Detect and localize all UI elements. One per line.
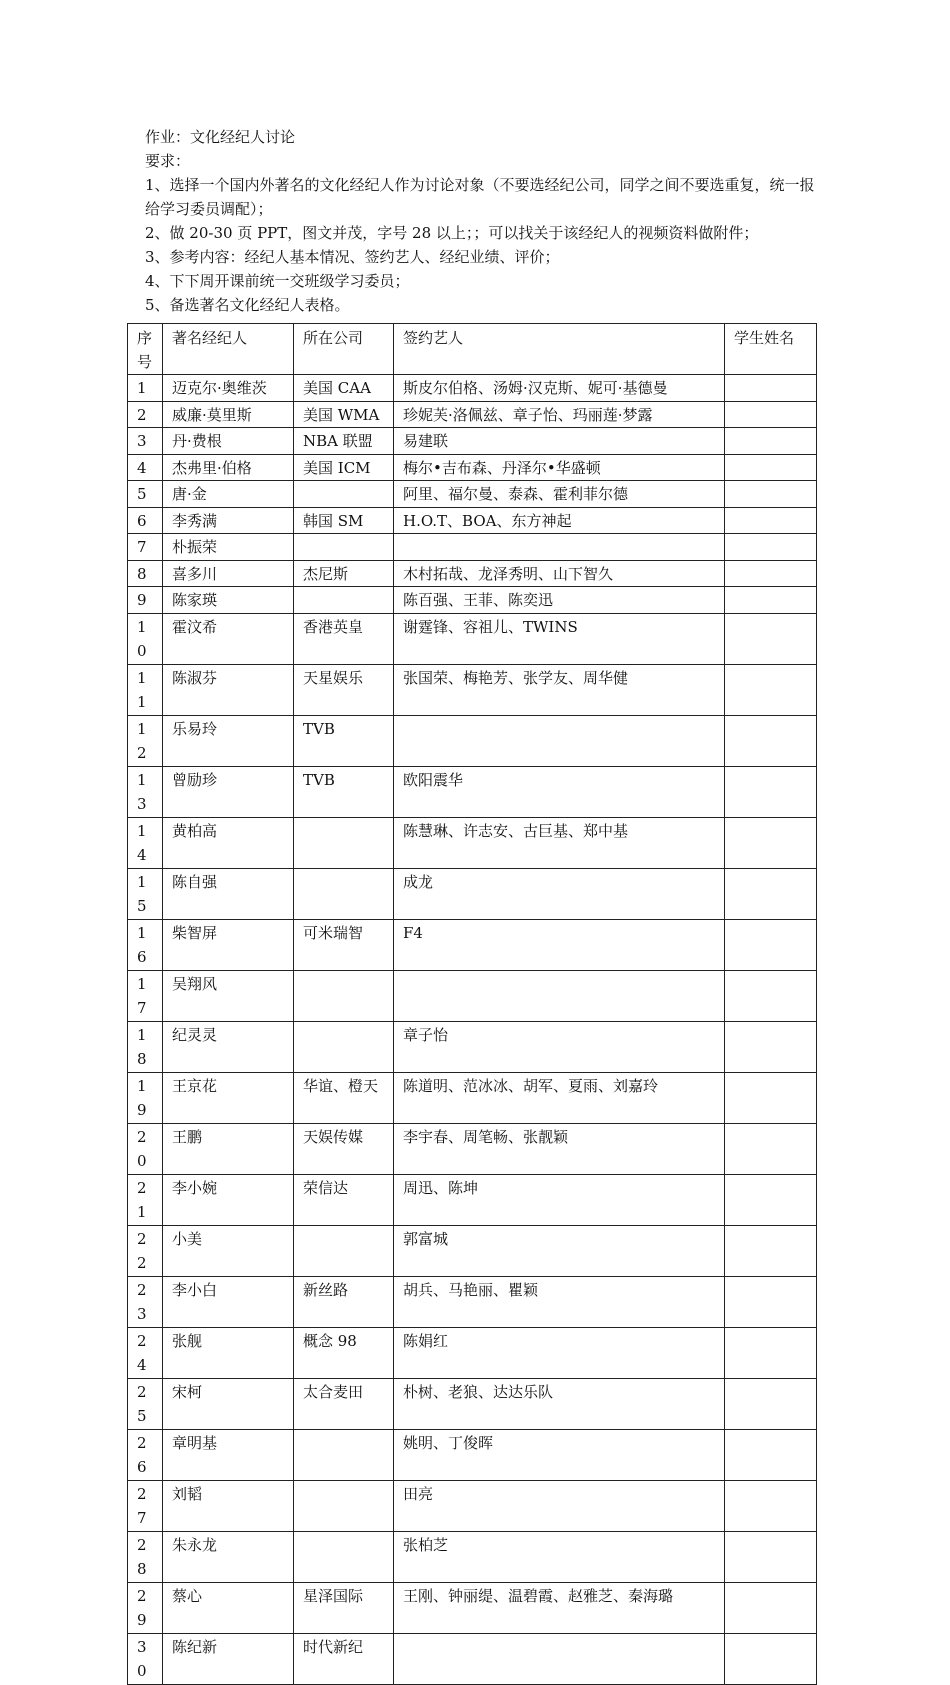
- table-row: [128, 1327, 817, 1378]
- signed-artists: 周迅、陈坤: [394, 1174, 725, 1225]
- student-name[interactable]: [725, 715, 817, 766]
- row-index: 13: [128, 766, 163, 817]
- row-index: 8: [128, 560, 163, 587]
- student-name[interactable]: [725, 1582, 817, 1633]
- student-name[interactable]: [725, 587, 817, 614]
- signed-artists: [394, 534, 725, 561]
- row-index: 30: [128, 1633, 163, 1684]
- student-name[interactable]: [725, 375, 817, 402]
- student-name[interactable]: [725, 1327, 817, 1378]
- agent-name: 李小白: [163, 1276, 294, 1327]
- assignment-intro: [145, 125, 825, 317]
- company: 新丝路: [294, 1276, 394, 1327]
- agent-name: 威廉·莫里斯: [163, 401, 294, 428]
- student-name[interactable]: [725, 454, 817, 481]
- table-row: [128, 587, 817, 614]
- row-index: 2: [128, 401, 163, 428]
- table-row: [128, 1225, 817, 1276]
- company: [294, 970, 394, 1021]
- signed-artists: 珍妮芙·洛佩兹、章子怡、玛丽莲·梦露: [394, 401, 725, 428]
- table-row: [128, 970, 817, 1021]
- student-name[interactable]: [725, 428, 817, 455]
- agent-name: 纪灵灵: [163, 1021, 294, 1072]
- agent-name: 朱永龙: [163, 1531, 294, 1582]
- row-index: 29: [128, 1582, 163, 1633]
- student-name[interactable]: [725, 919, 817, 970]
- row-index: 3: [128, 428, 163, 455]
- signed-artists: 李宇春、周笔畅、张靓颖: [394, 1123, 725, 1174]
- header-artists: 签约艺人: [394, 324, 725, 375]
- company: 天星娱乐: [294, 664, 394, 715]
- header-index: 序号: [128, 324, 163, 375]
- row-index: 18: [128, 1021, 163, 1072]
- company: 香港英皇: [294, 613, 394, 664]
- agent-name: 朴振荣: [163, 534, 294, 561]
- signed-artists: 王刚、钟丽缇、温碧霞、赵雅芝、秦海璐: [394, 1582, 725, 1633]
- agent-name: 柴智屏: [163, 919, 294, 970]
- student-name[interactable]: [725, 613, 817, 664]
- agent-name: 吴翔风: [163, 970, 294, 1021]
- agent-name: 霍汶希: [163, 613, 294, 664]
- table-row: [128, 817, 817, 868]
- table-row: [128, 664, 817, 715]
- company: NBA 联盟: [294, 428, 394, 455]
- agent-name: 李小婉: [163, 1174, 294, 1225]
- student-name[interactable]: [725, 507, 817, 534]
- company: 杰尼斯: [294, 560, 394, 587]
- signed-artists: 章子怡: [394, 1021, 725, 1072]
- row-index: 16: [128, 919, 163, 970]
- student-name[interactable]: [725, 1225, 817, 1276]
- signed-artists: [394, 1633, 725, 1684]
- company: [294, 1480, 394, 1531]
- row-index: 9: [128, 587, 163, 614]
- company: [294, 1429, 394, 1480]
- signed-artists: 木村拓哉、龙泽秀明、山下智久: [394, 560, 725, 587]
- company: TVB: [294, 715, 394, 766]
- header-agent: 著名经纪人: [163, 324, 294, 375]
- requirements-label: 要求：: [145, 152, 191, 170]
- agent-name: 喜多川: [163, 560, 294, 587]
- student-name[interactable]: [725, 1072, 817, 1123]
- company: [294, 587, 394, 614]
- agent-name: 乐易玲: [163, 715, 294, 766]
- table-row: [128, 1174, 817, 1225]
- row-index: 12: [128, 715, 163, 766]
- signed-artists: 欧阳震华: [394, 766, 725, 817]
- table-row: [128, 507, 817, 534]
- signed-artists: 陈道明、范冰冰、胡军、夏雨、刘嘉玲: [394, 1072, 725, 1123]
- company: [294, 1021, 394, 1072]
- signed-artists: 朴树、老狼、达达乐队: [394, 1378, 725, 1429]
- company: 天娱传媒: [294, 1123, 394, 1174]
- row-index: 1: [128, 375, 163, 402]
- agent-name: 杰弗里·伯格: [163, 454, 294, 481]
- table-body: [128, 375, 817, 1685]
- table-row: [128, 1531, 817, 1582]
- row-index: 21: [128, 1174, 163, 1225]
- table-row: [128, 1429, 817, 1480]
- table-row: [128, 428, 817, 455]
- table-row: [128, 613, 817, 664]
- table-row: [128, 715, 817, 766]
- assignment-heading: 作业：文化经纪人讨论: [145, 128, 296, 146]
- agent-name: 陈家瑛: [163, 587, 294, 614]
- student-name[interactable]: [725, 1429, 817, 1480]
- row-index: 27: [128, 1480, 163, 1531]
- row-index: 6: [128, 507, 163, 534]
- agent-name: 小美: [163, 1225, 294, 1276]
- table-row: [128, 560, 817, 587]
- table-row: [128, 375, 817, 402]
- table-row: [128, 868, 817, 919]
- company: 美国 WMA: [294, 401, 394, 428]
- row-index: 4: [128, 454, 163, 481]
- agent-name: 蔡心: [163, 1582, 294, 1633]
- table-row: [128, 919, 817, 970]
- row-index: 14: [128, 817, 163, 868]
- student-name[interactable]: [725, 534, 817, 561]
- row-index: 23: [128, 1276, 163, 1327]
- row-index: 11: [128, 664, 163, 715]
- table-row: [128, 534, 817, 561]
- row-index: 19: [128, 1072, 163, 1123]
- table-row: [128, 1123, 817, 1174]
- student-name[interactable]: [725, 1633, 817, 1684]
- student-name[interactable]: [725, 766, 817, 817]
- agent-name: 宋柯: [163, 1378, 294, 1429]
- header-company: 所在公司: [294, 324, 394, 375]
- student-name[interactable]: [725, 1174, 817, 1225]
- table-row: [128, 1633, 817, 1684]
- requirement-4: 4、下下周开课前统一交班级学习委员；: [145, 272, 410, 290]
- row-index: 28: [128, 1531, 163, 1582]
- row-index: 7: [128, 534, 163, 561]
- student-name[interactable]: [725, 868, 817, 919]
- company: [294, 1531, 394, 1582]
- row-index: 22: [128, 1225, 163, 1276]
- table-row: [128, 481, 817, 508]
- company: 星泽国际: [294, 1582, 394, 1633]
- company: 时代新纪: [294, 1633, 394, 1684]
- signed-artists: 胡兵、马艳丽、瞿颖: [394, 1276, 725, 1327]
- signed-artists: 梅尔•吉布森、丹泽尔•华盛顿: [394, 454, 725, 481]
- table-row: [128, 1582, 817, 1633]
- company: 美国 CAA: [294, 375, 394, 402]
- agent-name: 丹·费根: [163, 428, 294, 455]
- agent-name: 刘韬: [163, 1480, 294, 1531]
- company: 荣信达: [294, 1174, 394, 1225]
- agent-name: 曾励珍: [163, 766, 294, 817]
- table-row: [128, 1480, 817, 1531]
- row-index: 24: [128, 1327, 163, 1378]
- company: [294, 534, 394, 561]
- table-row: [128, 454, 817, 481]
- company: [294, 1225, 394, 1276]
- agent-name: 陈纪新: [163, 1633, 294, 1684]
- company: 华谊、橙天: [294, 1072, 394, 1123]
- company: 韩国 SM: [294, 507, 394, 534]
- company: 美国 ICM: [294, 454, 394, 481]
- table-row: [128, 766, 817, 817]
- signed-artists: 张柏芝: [394, 1531, 725, 1582]
- student-name[interactable]: [725, 1378, 817, 1429]
- agent-name: 李秀满: [163, 507, 294, 534]
- student-name[interactable]: [725, 970, 817, 1021]
- requirement-5: 5、备选著名文化经纪人表格。: [145, 296, 350, 314]
- requirement-1: 1、选择一个国内外著名的文化经纪人作为讨论对象（不要选经纪公司，同学之间不要选重复，统一报给学习委员调配）；: [145, 176, 815, 218]
- signed-artists: 张国荣、梅艳芳、张学友、周华健: [394, 664, 725, 715]
- signed-artists: 田亮: [394, 1480, 725, 1531]
- table-row: [128, 1072, 817, 1123]
- table-row: [128, 401, 817, 428]
- signed-artists: 郭富城: [394, 1225, 725, 1276]
- row-index: 25: [128, 1378, 163, 1429]
- requirement-3: 3、参考内容：经纪人基本情况、签约艺人、经纪业绩、评价；: [145, 248, 560, 266]
- agent-table: [127, 323, 817, 1685]
- company: [294, 481, 394, 508]
- agent-name: 唐·金: [163, 481, 294, 508]
- signed-artists: F4: [394, 919, 725, 970]
- signed-artists: 易建联: [394, 428, 725, 455]
- signed-artists: [394, 715, 725, 766]
- agent-name: 黄柏高: [163, 817, 294, 868]
- signed-artists: 斯皮尔伯格、汤姆·汉克斯、妮可·基德曼: [394, 375, 725, 402]
- signed-artists: 谢霆锋、容祖儿、TWINS: [394, 613, 725, 664]
- signed-artists: [394, 970, 725, 1021]
- agent-name: 陈淑芬: [163, 664, 294, 715]
- student-name[interactable]: [725, 1276, 817, 1327]
- table-row: [128, 1276, 817, 1327]
- company: 太合麦田: [294, 1378, 394, 1429]
- signed-artists: 成龙: [394, 868, 725, 919]
- student-name[interactable]: [725, 1480, 817, 1531]
- student-name[interactable]: [725, 560, 817, 587]
- row-index: 5: [128, 481, 163, 508]
- table-row: [128, 1378, 817, 1429]
- row-index: 17: [128, 970, 163, 1021]
- student-name[interactable]: [725, 817, 817, 868]
- table-header-row: [128, 324, 817, 375]
- company: 可米瑞智: [294, 919, 394, 970]
- agent-name: 陈自强: [163, 868, 294, 919]
- agent-name: 王京花: [163, 1072, 294, 1123]
- company: TVB: [294, 766, 394, 817]
- signed-artists: 姚明、丁俊晖: [394, 1429, 725, 1480]
- row-index: 15: [128, 868, 163, 919]
- student-name[interactable]: [725, 1123, 817, 1174]
- requirement-2: 2、做 20-30 页 PPT，图文并茂，字号 28 以上；；可以找关于该经纪人的视频资料做附件；: [145, 224, 759, 242]
- table-row: [128, 1021, 817, 1072]
- row-index: 26: [128, 1429, 163, 1480]
- student-name[interactable]: [725, 481, 817, 508]
- row-index: 20: [128, 1123, 163, 1174]
- company: 概念 98: [294, 1327, 394, 1378]
- agent-name: 王鹏: [163, 1123, 294, 1174]
- signed-artists: 阿里、福尔曼、泰森、霍利菲尔德: [394, 481, 725, 508]
- company: [294, 868, 394, 919]
- signed-artists: 陈慧琳、许志安、古巨基、郑中基: [394, 817, 725, 868]
- signed-artists: 陈百强、王菲、陈奕迅: [394, 587, 725, 614]
- company: [294, 817, 394, 868]
- agent-name: 章明基: [163, 1429, 294, 1480]
- student-name[interactable]: [725, 664, 817, 715]
- signed-artists: 陈娟红: [394, 1327, 725, 1378]
- header-student: 学生姓名: [725, 324, 817, 375]
- agent-name: 迈克尔·奥维茨: [163, 375, 294, 402]
- row-index: 10: [128, 613, 163, 664]
- signed-artists: H.O.T、BOA、东方神起: [394, 507, 725, 534]
- student-name[interactable]: [725, 1531, 817, 1582]
- agent-name: 张舰: [163, 1327, 294, 1378]
- student-name[interactable]: [725, 401, 817, 428]
- student-name[interactable]: [725, 1021, 817, 1072]
